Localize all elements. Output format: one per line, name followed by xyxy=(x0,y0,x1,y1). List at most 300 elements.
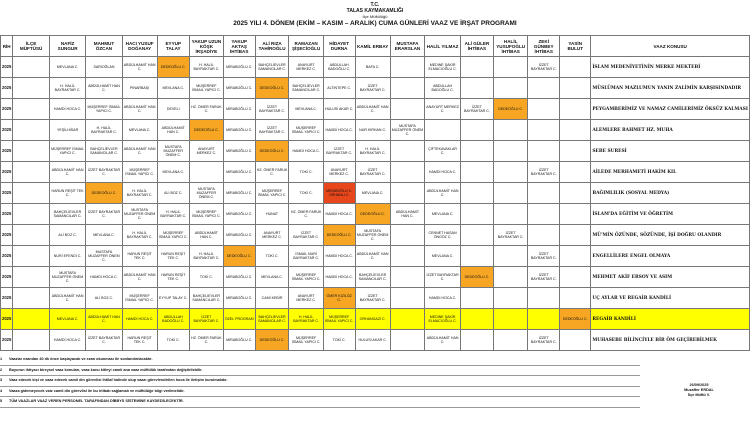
mosque-cell: ALİ BOZ C. xyxy=(86,288,122,309)
table-row xyxy=(1,57,750,78)
mosque-cell: ÇIFTEKAVAKLAR C. xyxy=(425,141,461,162)
mosque-cell: İZZET BAYRAKTAR C. xyxy=(86,204,122,225)
mosque-cell: BAHÇELİEVLER SAMANCILAR C. xyxy=(86,141,122,162)
mosque-cell: BAHÇELİEVLER SAMANCILAR C. xyxy=(189,288,223,309)
column-header: EYYUP TALAY xyxy=(157,36,189,57)
mosque-cell xyxy=(560,120,591,141)
sermon-topic: ENGELLİLERE ENGEL OLMAYA xyxy=(591,246,750,267)
mosque-cell xyxy=(528,225,560,246)
mosque-cell: MEDINE ŞAKİR ELMACIOĞLU C. xyxy=(425,57,461,78)
mosque-cell: MİRABOĞLU C. xyxy=(223,330,255,351)
mosque-cell: HAMDİ HOCA C. xyxy=(49,330,85,351)
mosque-cell: ANAYURT MERKEZ C. xyxy=(255,225,289,246)
mosque-cell: ANAYURT MERKEZ C. xyxy=(289,57,323,78)
row-date: 2025 xyxy=(1,78,13,99)
mosque-cell: MEVLANA C. xyxy=(425,204,461,225)
mosque-cell xyxy=(460,204,493,225)
column-header: ALİ GÜLER İHTİBAS xyxy=(460,36,493,57)
column-header: ZEKİ GÜNBEY İHTİBAS xyxy=(528,36,560,57)
mosque-cell: HAMDİ HOCA C. xyxy=(49,99,85,120)
mosque-cell: DEDEOĞLU C. xyxy=(157,57,189,78)
mosque-cell: MİRABOĞLU C. xyxy=(223,57,255,78)
mosque-cell: MÜŞERREF İSMAİL YAPICI C. xyxy=(255,183,289,204)
note-line xyxy=(0,397,640,408)
mosque-cell: ABDÜLHAMİT HAN C. xyxy=(86,309,122,330)
mosque-cell: DEDEOĞLU C. xyxy=(493,99,527,120)
note-number: 1 xyxy=(0,357,3,361)
column-header: YAKUP UZUN KÖŞK İRŞADİYE xyxy=(189,36,223,57)
row-date: 2025 xyxy=(1,141,13,162)
mosque-cell: MUSTAFA MUZAFFER ÖNEM C. xyxy=(49,267,85,288)
mosque-cell: MÜŞERREF İSMAİL YAPICI C. xyxy=(122,162,157,183)
mosque-cell xyxy=(390,78,425,99)
table-row xyxy=(1,183,750,204)
mosque-cell: İZZET BAYRAKTAR C. xyxy=(528,330,560,351)
mosque-cell: ORHANGAZİ C. xyxy=(355,309,390,330)
mosque-cell xyxy=(560,246,591,267)
column-header: HİDAYET DURNA xyxy=(323,36,355,57)
mosque-cell: ABDULLAH BADOĞLU C. xyxy=(157,309,189,330)
mosque-cell: BAHÇELİEVLER SAMANCILAR C. xyxy=(255,57,289,78)
sermon-topic: İSLAM'DA EĞİTİM VE ÖĞRETİM xyxy=(591,204,750,225)
mosque-cell: ABDÜLHAMİT HAN C. xyxy=(355,99,390,120)
sermon-topic: MEHMET AKİF ERSOY VE ASIM xyxy=(591,267,750,288)
header-line2: TALAS KAYMAKAMLIĞI xyxy=(346,8,404,14)
mosque-cell xyxy=(460,183,493,204)
mosque-cell: MÜŞERREF İSMAİL YAPICI C. xyxy=(157,225,189,246)
mosque-cell: MUSTAFA MUZAFFER ÖNEM C. xyxy=(355,225,390,246)
mosque-cell xyxy=(390,225,425,246)
column-header: RAMAZAN ŞİŞECİOĞLU xyxy=(289,36,323,57)
row-date: 2025 xyxy=(1,309,13,330)
column-header: MUSTAFA ERARSLAN xyxy=(390,36,425,57)
mosque-cell xyxy=(460,246,493,267)
mosque-cell xyxy=(13,57,50,78)
mosque-cell xyxy=(13,288,50,309)
mosque-cell: HZ. ÖMER FARUK C. xyxy=(189,330,223,351)
mosque-cell: MÜŞERREF İSMAİL YAPICI C. xyxy=(49,141,85,162)
table-row xyxy=(1,141,750,162)
mosque-cell: MEVLANA C. xyxy=(122,120,157,141)
mosque-cell: HZ. ÖMER FARUK C. xyxy=(189,99,223,120)
mosque-cell: ABDÜLHAMİT HAN C. xyxy=(355,246,390,267)
mosque-cell: MİRABOĞLU C. xyxy=(223,141,255,162)
note-line xyxy=(0,355,640,366)
mosque-cell: ABDÜLHAMİT HAN C. xyxy=(49,288,85,309)
sermon-topic: UÇ AYLAR VE REGAİB KANDİLİ xyxy=(591,288,750,309)
mosque-cell: MUSTAFA MUZAFFER ÖNEM C. xyxy=(390,120,425,141)
document-title: 2025 YILI 4. DÖNEM (EKİM – KASIM – ARALIK) CUMA GÜNLERİ VAAZ VE İRŞAT PROGRAMI xyxy=(233,20,517,27)
mosque-cell: İZZET BAYRAKTAR C. xyxy=(355,78,390,99)
mosque-cell xyxy=(460,162,493,183)
mosque-cell: ABDULLAH BADOĞLU C. xyxy=(323,57,355,78)
mosque-cell: HARUN REŞİT TEK C. xyxy=(122,246,157,267)
schedule-table xyxy=(0,35,750,351)
mosque-cell xyxy=(390,330,425,351)
mosque-cell xyxy=(528,204,560,225)
mosque-cell: DEDEOĞLU C. xyxy=(255,141,289,162)
mosque-cell: HAMDİ HOCA C. xyxy=(323,204,355,225)
mosque-cell: BAHÇELİEVLER SAMANCILAR C. xyxy=(289,78,323,99)
mosque-cell xyxy=(460,57,493,78)
sermon-topic: REGAİB KANDİLİ xyxy=(591,309,750,330)
mosque-cell: MİRABOĞLU C. xyxy=(223,267,255,288)
mosque-cell: HARUN REŞİT TEK C. xyxy=(157,267,189,288)
mosque-cell: HAMDİ HOCA C. xyxy=(323,267,355,288)
mosque-cell: MEVLANA C. xyxy=(289,99,323,120)
mosque-cell xyxy=(390,309,425,330)
mosque-cell xyxy=(13,246,50,267)
mosque-cell: MÜŞERREF İSMAİL YAPICI C. xyxy=(289,330,323,351)
row-date: 2025 xyxy=(1,246,13,267)
mosque-cell: HAMDİ HOCA C. xyxy=(323,246,355,267)
mosque-cell xyxy=(13,78,50,99)
row-date: 2025 xyxy=(1,99,13,120)
mosque-cell: MEVLANA C. xyxy=(355,183,390,204)
mosque-cell: İZZET BAYRAKTAR C. xyxy=(86,330,122,351)
header-line3: İlçe Müftülüğü xyxy=(362,14,388,19)
mosque-cell: HAMDİ HOCA C. xyxy=(289,141,323,162)
mosque-cell: ABDÜLHAMİT HAN C. xyxy=(86,78,122,99)
mosque-cell: ABDÜLHAMİT HAN C. xyxy=(157,120,189,141)
mosque-cell xyxy=(493,141,527,162)
mosque-cell: MEVLANA C. xyxy=(49,57,85,78)
sermon-topic: PEYGAMBERİMİZ VE NAMAZ CAMİLERİMİZ ÖKSÜZ KALMASI xyxy=(591,99,750,120)
mosque-cell xyxy=(390,183,425,204)
header-line1: T.C. xyxy=(370,2,380,8)
header-row xyxy=(1,36,750,57)
signature-title: İlçe Müftü V. xyxy=(687,393,710,397)
mosque-cell xyxy=(528,99,560,120)
mosque-cell: İZZET BAYRAKTAR C. xyxy=(425,267,461,288)
mosque-cell: DEDEOĞLU C. xyxy=(560,309,591,330)
note-text: Buyurun ihtiyacı bireysel vaaz konuları, vaaz konu kitleyi camii ana vaaz müftülük tarafından değiştirilebilir. xyxy=(9,367,203,372)
mosque-cell xyxy=(13,267,50,288)
mosque-cell: BAHÇELİEVLER SAMANCILAR C. xyxy=(49,204,85,225)
mosque-cell xyxy=(390,246,425,267)
mosque-cell: TOKİ C. xyxy=(289,162,323,183)
mosque-cell: İZZET BAYRAKTAR C. xyxy=(528,267,560,288)
mosque-cell: MEVLANA C. xyxy=(86,225,122,246)
mosque-cell: DEDEOĞLU C. xyxy=(86,183,122,204)
mosque-cell: MİRABOĞLU C. xyxy=(223,288,255,309)
mosque-cell: İZZET BAYRAKTAR C. xyxy=(255,120,289,141)
sermon-topic: MÜSLÜMAN MAZLUMUN YANIN ZALİMİN KARŞISINDADIR xyxy=(591,78,750,99)
mosque-cell: DEDEOĞLU C. xyxy=(255,78,289,99)
mosque-cell: MEDINE ŞAKİR ELMACIOĞLU C. xyxy=(425,309,461,330)
mosque-cell xyxy=(460,225,493,246)
signature-date: 26/09/2025 xyxy=(689,383,709,387)
mosque-cell xyxy=(13,99,50,120)
mosque-cell xyxy=(560,99,591,120)
signature-block xyxy=(664,383,734,398)
mosque-cell: İZZET BAYRAKTAR C. xyxy=(355,162,390,183)
mosque-cell xyxy=(460,288,493,309)
mosque-cell: HULUSİ AKAR C. xyxy=(323,99,355,120)
mosque-cell xyxy=(528,141,560,162)
mosque-cell: H. HALİL BAYRAKTAR C. xyxy=(122,225,157,246)
mosque-cell: MİRABOĞLU C. xyxy=(223,99,255,120)
mosque-cell xyxy=(560,288,591,309)
mosque-cell: ANAYURT MERKEZ C. xyxy=(289,288,323,309)
mosque-cell: İSMAİL NURİ BAYRAKTAR C. xyxy=(289,246,323,267)
mosque-cell: HZ. ÖMER FARUK C. xyxy=(289,204,323,225)
mosque-cell: MİRABOĞLU C. xyxy=(223,120,255,141)
note-number: 2 xyxy=(0,367,3,372)
signature-name: Muzaffer ERDAL xyxy=(684,388,714,392)
mosque-cell: MÜŞERREF İSMAİL YAPICI C. xyxy=(289,120,323,141)
mosque-cell xyxy=(493,246,527,267)
column-header: HACI YUSUF DOĞANAY xyxy=(122,36,157,57)
mosque-cell: DEDEOĞLU C. xyxy=(323,225,355,246)
mosque-cell: YEŞİLHİSAR xyxy=(49,120,85,141)
mosque-cell xyxy=(560,57,591,78)
mosque-cell: MÜŞERREF İSMAİL YAPICI C. xyxy=(189,78,223,99)
mosque-cell: ABDÜLHAMİT HAN C. xyxy=(425,183,461,204)
mosque-cell xyxy=(13,183,50,204)
mosque-cell: MEVLANA C. xyxy=(425,246,461,267)
column-header: İLÇE MÜFTÜSÜ xyxy=(13,36,50,57)
mosque-cell: H. HALİL BAYRAKTAR C. xyxy=(189,57,223,78)
table-row xyxy=(1,99,750,120)
mosque-cell xyxy=(528,309,560,330)
row-date: 2025 xyxy=(1,330,13,351)
mosque-cell: MÜŞERREF İSMAİL YAPICI C. xyxy=(122,288,157,309)
mosque-cell: H. HALİL BAYRAKTAR C. xyxy=(189,246,223,267)
mosque-cell: ABDÜLHAMİT HAN C. xyxy=(122,57,157,78)
mosque-cell: TOKİ C. xyxy=(157,330,189,351)
mosque-cell xyxy=(13,204,50,225)
note-number: 4 xyxy=(0,388,3,393)
mosque-cell: MİRABOĞLU C. xyxy=(223,78,255,99)
note-text: Vaazlar ezandan 40 dk önce başlayacak ve ezan okunması ile sonlandırılacaktır. xyxy=(9,357,153,361)
mosque-cell: MİRABOĞLU C. ORHANLI C. xyxy=(323,183,355,204)
row-date: 2025 xyxy=(1,225,13,246)
mosque-cell: MUSTAFA MUZAFFER ÖNEM C. xyxy=(157,141,189,162)
mosque-cell xyxy=(390,267,425,288)
mosque-cell: MİRABOĞLU C. xyxy=(223,183,255,204)
mosque-cell: MEVLANA C. xyxy=(49,309,85,330)
mosque-cell: ABDÜLHAMİT HAN C. xyxy=(122,267,157,288)
note-text: Vaaza gidemeyecek vaiz camii din görevlisi ile bu irtibatı sağlamalı ve müftülüğe bilgi verilmelidir. xyxy=(9,388,185,393)
table-row xyxy=(1,330,750,351)
mosque-cell: TOKİ C. xyxy=(255,246,289,267)
table-row xyxy=(1,78,750,99)
mosque-cell: İZZET BAYRAKTAR C. xyxy=(460,99,493,120)
mosque-cell xyxy=(13,162,50,183)
table-row xyxy=(1,246,750,267)
mosque-cell: MEVLANA C. xyxy=(157,162,189,183)
mosque-cell: MEVLANA C. xyxy=(255,267,289,288)
mosque-cell: BAFA C. xyxy=(355,57,390,78)
mosque-cell xyxy=(189,162,223,183)
mosque-cell: BAHÇELİEVLER SAMANCILAR C. xyxy=(355,267,390,288)
mosque-cell xyxy=(390,288,425,309)
mosque-cell: İZZET BAYRAKTAR C. xyxy=(289,225,323,246)
row-date: 2025 xyxy=(1,183,13,204)
mosque-cell xyxy=(528,183,560,204)
mosque-cell: ABDÜLHAMİT HAN C. xyxy=(122,99,157,120)
mosque-cell: İZZET BAYRAKTAR C. xyxy=(355,288,390,309)
mosque-cell: HARUN REŞİT TEK C. xyxy=(122,330,157,351)
mosque-cell xyxy=(390,99,425,120)
mosque-cell: ALİ BOZ C. xyxy=(157,183,189,204)
notes-section xyxy=(0,355,640,408)
mosque-cell: İZZET BAYRAKTAR C. xyxy=(189,309,223,330)
row-date: 2025 xyxy=(1,120,13,141)
mosque-cell: HUNAT xyxy=(255,204,289,225)
sermon-topic: AİLEDE MERHAMETİ HAKİM KIL xyxy=(591,162,750,183)
mosque-cell: HZ. ÖMER FARUK C. xyxy=(255,162,289,183)
mosque-cell: TOKİ C. xyxy=(289,183,323,204)
mosque-cell: NUR KIRHAN C. xyxy=(355,120,390,141)
mosque-cell: ABDULLAH BADOĞLU C. xyxy=(425,78,461,99)
note-line xyxy=(0,387,640,398)
mosque-cell xyxy=(560,78,591,99)
mosque-cell: HAMDİ HOCA C. xyxy=(425,288,461,309)
mosque-cell xyxy=(460,78,493,99)
mosque-cell: ANAYURT MERKEZ C. xyxy=(323,162,355,183)
mosque-cell xyxy=(528,288,560,309)
table-row xyxy=(1,162,750,183)
mosque-cell: DEDEOĞLU C. xyxy=(189,120,223,141)
column-header: MAHMUT ÖZCAN xyxy=(86,36,122,57)
mosque-cell: MÜŞERREF İSMAİL YAPICI C. xyxy=(189,204,223,225)
mosque-cell: SARIOĞLAN xyxy=(86,57,122,78)
mosque-cell: MİRABOĞLU C. xyxy=(223,204,255,225)
mosque-cell: PINARBAŞI xyxy=(122,78,157,99)
mosque-cell xyxy=(13,141,50,162)
mosque-cell: H. HALİL BAYRAKTAR C. xyxy=(86,120,122,141)
column-header: HALİL YUSUFOĞLU İHTİBAS xyxy=(493,36,527,57)
mosque-cell: DEDEOĞLU C. xyxy=(255,330,289,351)
mosque-cell xyxy=(560,162,591,183)
sermon-topic: SEBE SURESİ xyxy=(591,141,750,162)
mosque-cell xyxy=(460,120,493,141)
mosque-cell: MUSTAFA MUZAFFER ÖNEM C. xyxy=(86,246,122,267)
mosque-cell xyxy=(390,141,425,162)
mosque-cell xyxy=(13,309,50,330)
note-number: 5 xyxy=(0,399,3,403)
table-row xyxy=(1,267,750,288)
column-header: KAMİL ERBAY xyxy=(355,36,390,57)
mosque-cell: ANAYURT MERKEZ C. xyxy=(189,141,223,162)
mosque-cell xyxy=(460,330,493,351)
mosque-cell xyxy=(493,183,527,204)
mosque-cell: NURİ EFENDİ C. xyxy=(49,246,85,267)
column-header: RİH xyxy=(1,36,13,57)
note-line xyxy=(0,366,640,377)
mosque-cell xyxy=(13,120,50,141)
table-row xyxy=(1,120,750,141)
mosque-cell: HAMDİ HOCA C. xyxy=(122,309,157,330)
mosque-cell: BAHÇELİEVLER SAMANCILAR C. xyxy=(255,309,289,330)
mosque-cell: ANAYURT MERKEZ C. xyxy=(425,99,461,120)
mosque-cell xyxy=(493,330,527,351)
mosque-cell: H. HALİL BAYRAKTAR C. xyxy=(289,309,323,330)
mosque-cell: MUSTAFA MUZAFFER ÖNEM C. xyxy=(122,204,157,225)
column-header: YAKUP AKTAŞ İHTİBAS xyxy=(223,36,255,57)
sermon-topic: İSLAM MEDENİYETİNİN MERKE MEKTEBİ xyxy=(591,57,750,78)
mosque-cell: H. HALİL BAYRAKTAR C. xyxy=(355,141,390,162)
column-header: HALİL YILMAZ xyxy=(425,36,461,57)
mosque-cell xyxy=(560,267,591,288)
mosque-cell: MUSTAFA MUZAFFER ÖNEM C. xyxy=(189,183,223,204)
mosque-cell: HAMDİ HOCA C. xyxy=(425,162,461,183)
mosque-cell: HARUN REŞİT TEK C. xyxy=(157,246,189,267)
mosque-cell: ABDÜLHAMİT HAN C. xyxy=(425,330,461,351)
mosque-cell: İZZET BAYRAKTAR C. xyxy=(528,57,560,78)
mosque-cell: ABDÜLHAMİT HAN C. xyxy=(122,141,157,162)
mosque-cell: İZZET BAYRAKTAR C. xyxy=(528,246,560,267)
column-header: VAAZ KONUSU xyxy=(591,36,750,57)
mosque-cell xyxy=(460,309,493,330)
mosque-cell xyxy=(560,225,591,246)
mosque-cell: ÖZEL PROGRAM xyxy=(223,309,255,330)
mosque-cell xyxy=(528,120,560,141)
mosque-cell xyxy=(528,78,560,99)
mosque-cell xyxy=(493,267,527,288)
mosque-cell xyxy=(460,141,493,162)
mosque-cell: ABDÜLHAMİT HAN C. xyxy=(189,225,223,246)
sermon-topic: ALEMLERE RAHMET HZ. MUHA xyxy=(591,120,750,141)
mosque-cell: CENNET HASAN ÖNGÖZ C. xyxy=(425,225,461,246)
mosque-cell xyxy=(493,204,527,225)
mosque-cell: ÖMER KIZILÖZ C. xyxy=(323,288,355,309)
mosque-cell: MİRABOĞLU C. xyxy=(223,225,255,246)
mosque-cell: İZZET BAYRAKTAR C. xyxy=(323,141,355,162)
mosque-cell xyxy=(425,120,461,141)
mosque-cell: EYYUP TALAY C. xyxy=(157,288,189,309)
mosque-cell: CAMİ KEBİR xyxy=(255,288,289,309)
mosque-cell xyxy=(493,288,527,309)
sermon-topic: MÜ'MİN ÖZÜNDE, SÖZÜNDE, İŞİ DOĞRU OLANDIR xyxy=(591,225,750,246)
mosque-cell: MEVLANA C. xyxy=(157,78,189,99)
row-date: 2025 xyxy=(1,204,13,225)
mosque-cell: H. HALİL BAYRAKTAR C. xyxy=(122,183,157,204)
sermon-topic: MUHASEBE BİLİNCİYLE BİR ÖM GEÇİREBİLMEK xyxy=(591,330,750,351)
row-date: 2025 xyxy=(1,57,13,78)
mosque-cell: HAMDİ HOCA C. xyxy=(86,267,122,288)
mosque-cell: İZZET BAYRAKTAR C. xyxy=(86,162,122,183)
mosque-cell: İZZET BAYRAKTAR C. xyxy=(528,162,560,183)
mosque-cell xyxy=(560,183,591,204)
mosque-cell xyxy=(560,330,591,351)
mosque-cell: MÜŞERREF İSMAİL YAPICI C. xyxy=(86,99,122,120)
mosque-cell: DEDEOĞLU C. xyxy=(355,204,390,225)
row-date: 2025 xyxy=(1,288,13,309)
column-header: NAFİZ SUNGUR xyxy=(49,36,85,57)
mosque-cell: ABDÜLHAMİT HAN C. xyxy=(49,162,85,183)
mosque-cell: MÜŞERREF İSMAİL YAPICI C. xyxy=(323,309,355,330)
note-text: Vaaz edecek kişi ve vaaz edecek camii din görevlisi ihtilaf halinde olup vaazı görevlendirilen hoca ile iletişim kurulmalıdır. xyxy=(9,378,228,382)
mosque-cell xyxy=(13,330,50,351)
mosque-cell: HULUSİ AKAR C. xyxy=(355,330,390,351)
table-row xyxy=(1,204,750,225)
mosque-cell: ALİ BOZ C. xyxy=(49,225,85,246)
column-header: YASİN BULUT xyxy=(560,36,591,57)
mosque-cell: DEDEOĞLU C. xyxy=(460,267,493,288)
table-row xyxy=(1,288,750,309)
mosque-cell xyxy=(493,78,527,99)
mosque-cell: HAMDİ HOCA C. xyxy=(323,120,355,141)
mosque-cell xyxy=(493,309,527,330)
mosque-cell: TOKİ C. xyxy=(323,330,355,351)
mosque-cell: ABDÜLHAMİT HAN C. xyxy=(390,204,425,225)
mosque-cell xyxy=(390,162,425,183)
note-text: TÜM VAAZLAR VAAZ VEREN PERSONEL TARAFINDAN DİBBYS SİSTEMİNE KAYDEDİLECEKTİR. xyxy=(9,399,184,403)
mosque-cell xyxy=(560,141,591,162)
